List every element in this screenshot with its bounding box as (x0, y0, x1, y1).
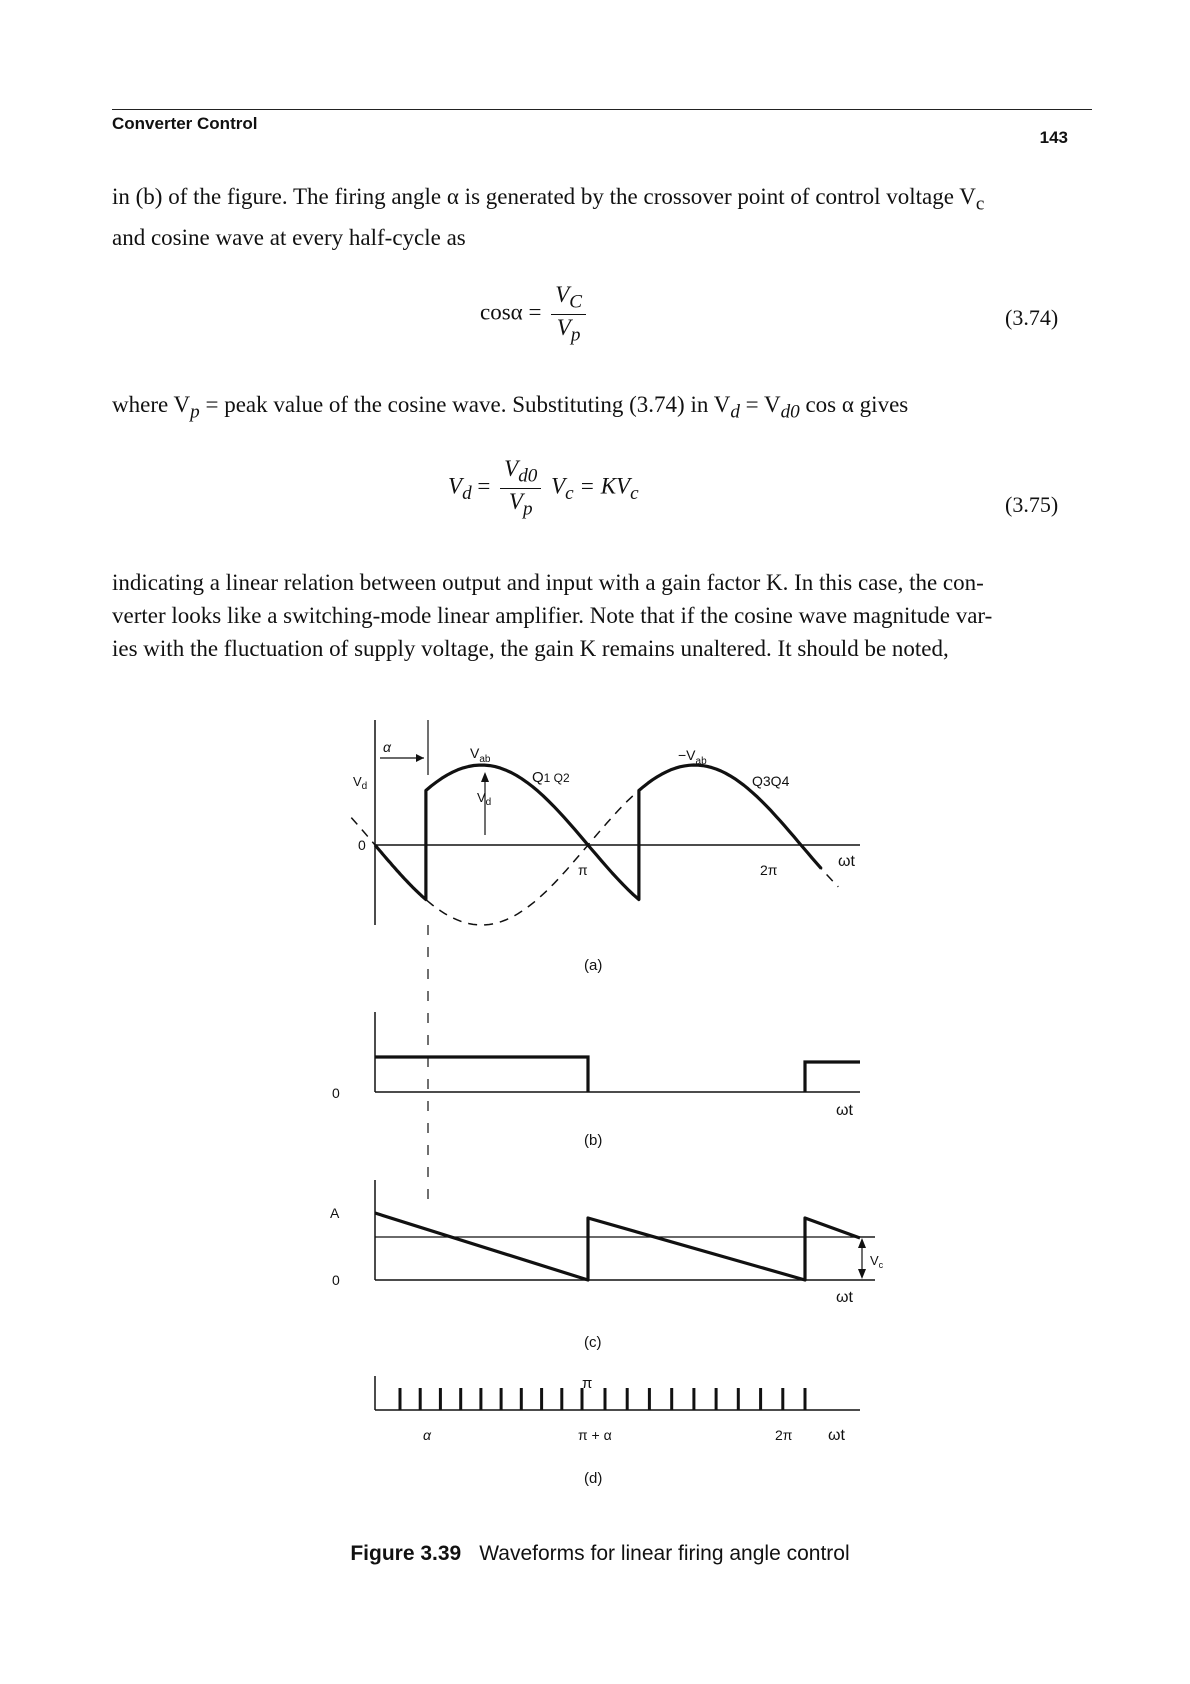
paragraph-2 (112, 388, 1072, 429)
q1q2-rest: 1 Q2 (543, 771, 570, 785)
caption-text: Waveforms for linear firing angle control (479, 1542, 850, 1565)
header-rule (112, 109, 1092, 110)
vc-text: V (870, 1253, 879, 1268)
panel-c-A: A (330, 1205, 340, 1221)
vc-sub: c (878, 1260, 884, 1270)
p1-line1-sub: c (975, 193, 985, 215)
q1q2-text: Q (532, 769, 544, 786)
vd-arrow-sub: d (485, 797, 492, 808)
neg-vab-text: −V (678, 747, 696, 763)
panel-a-zero: 0 (358, 837, 366, 853)
vd-left-sub: d (361, 781, 368, 792)
page-number: 143 (1039, 128, 1068, 147)
panel-c-omega-t: ωt (836, 1289, 853, 1306)
p2-sub-b: d (730, 401, 740, 423)
eq374-num: V (555, 282, 570, 307)
vab-label (470, 745, 491, 765)
vc-arrow-up (858, 1238, 866, 1248)
panel-d-label: (d) (584, 1470, 603, 1487)
panel-a-alpha-label: α (383, 739, 391, 755)
vc-label (870, 1253, 884, 1270)
panel-a-omega-t: ωt (838, 853, 855, 870)
panel-c-zero: 0 (332, 1272, 340, 1288)
equation-number-3-75: (3.75) (1005, 492, 1059, 517)
p2-sub-c: d0 (780, 401, 800, 423)
vab-text: V (470, 745, 480, 761)
running-head: Converter Control (112, 114, 258, 133)
p3-line2: verter looks like a switching-mode linear amplifier. Note that if the cosine wave magnitude var- (112, 603, 993, 628)
panel-b-pulse-1 (375, 1057, 588, 1092)
eq375-equals: = (477, 473, 491, 499)
panel-b-omega-t: ωt (836, 1102, 853, 1119)
equation-3-74 (480, 282, 590, 346)
equation-number-3-74: (3.74) (1005, 305, 1059, 330)
panel-b-zero: 0 (332, 1085, 340, 1101)
panel-d-pi: π (582, 1375, 593, 1392)
panel-a-label: (a) (584, 957, 603, 974)
eq375-mid: V (551, 473, 566, 499)
panel-b-label: (b) (584, 1132, 603, 1149)
eq375-num-sub: d0 (518, 465, 538, 487)
vd-arrow-label (477, 790, 491, 808)
panel-d-alpha: α (423, 1427, 431, 1443)
panel-a-pi: π (578, 862, 588, 878)
caption-number: Figure 3.39 (350, 1542, 462, 1565)
panel-b-pulse-2 (805, 1062, 860, 1092)
p2-sub-a: p (190, 401, 200, 423)
panel-a-two-pi: 2π (760, 862, 778, 878)
p2-text-c: = V (739, 392, 781, 417)
panel-c-label: (c) (584, 1334, 602, 1351)
panel-d-two-pi: 2π (775, 1427, 793, 1443)
eq374-fraction (551, 282, 586, 346)
eq375-den: V (508, 488, 523, 514)
panel-b (332, 1012, 860, 1149)
eq374-den: V (556, 314, 571, 340)
q1q2-label (532, 769, 570, 786)
p2-text-d: cos α gives (799, 392, 909, 417)
vab-sub: ab (479, 754, 491, 765)
p1-line1: in (b) of the figure. The firing angle α is generated by the crossover point of control voltage V (112, 184, 976, 209)
vd-arrow-text: V (477, 790, 486, 805)
figure-caption (320, 1542, 880, 1566)
equation-3-75 (448, 456, 639, 520)
panel-a (351, 720, 860, 1200)
eq375-lhs: V (448, 473, 463, 499)
p1-line2: and cosine wave at every half-cycle as (112, 224, 466, 250)
vd-left-text: V (353, 774, 362, 789)
eq375-fraction (500, 456, 541, 520)
alpha-arrowhead (416, 754, 424, 762)
eq375-rhs-sub: c (630, 482, 639, 504)
q3q4-label: Q3Q4 (752, 773, 790, 789)
sawtooth-wave (375, 1213, 860, 1280)
eq374-num-sub: C (569, 291, 583, 313)
eq375-rhs: = KV (579, 473, 631, 499)
vd-arrowhead (481, 772, 489, 782)
panel-c (330, 1180, 884, 1351)
figure-3-39 (320, 700, 884, 1540)
vd-left-label (353, 774, 367, 792)
eq375-mid-sub: c (565, 482, 574, 504)
paragraph-1 (112, 180, 1072, 254)
p3-line3: ies with the fluctuation of supply voltage, the gain K remains unaltered. It should be noted, (112, 636, 949, 661)
p2-text-b: = peak value of the cosine wave. Substituting (3.74) in V (199, 392, 731, 417)
eq374-den-sub: p (570, 324, 581, 346)
paragraph-3 (112, 566, 1072, 665)
eq375-num: V (504, 456, 519, 481)
panel-d (375, 1375, 860, 1487)
p2-text-a: where V (112, 392, 191, 417)
panel-d-omega-t: ωt (828, 1427, 845, 1444)
neg-vab-sub: ab (695, 756, 707, 767)
eq375-lhs-sub: d (462, 482, 472, 504)
p3-line1: indicating a linear relation between output and input with a gain factor K. In this case, the con- (112, 570, 984, 595)
eq374-lhs: cosα = (480, 299, 542, 325)
panel-d-pi-plus-alpha: π + α (578, 1427, 612, 1443)
eq375-den-sub: p (522, 498, 533, 520)
vc-arrow-down (858, 1269, 866, 1279)
